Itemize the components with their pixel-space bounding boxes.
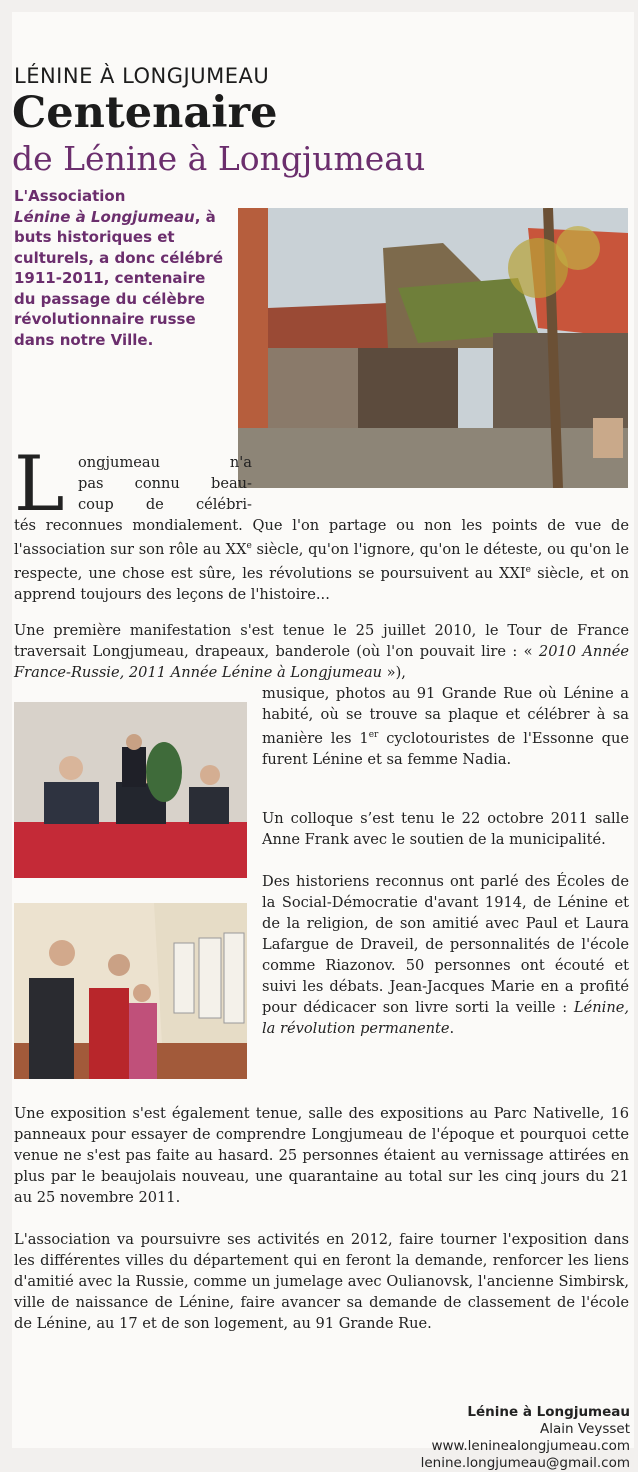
paragraph-6: L'association va poursuivre ses activités en 2012, faire tourner l'exposition dans les différentes villes du département qui en feront la demande, renforcer les liens d'amitié avec la Russie, comme un jumelage avec Oulianovsk, l'ancienne Simbirsk, ville de naissance de Lénine, faire avancer sa demande de classement de l'école de Lénine, au 17 et de son logement, au 91 Grande Rue. [14,1231,629,1332]
sup-e-1: e [246,541,252,551]
para2-col-text-a: musique, photos au 91 Grande Rue où Lénine a habité, où se trouve sa plaque et célébrer à sa manière les 1 [262,685,629,747]
signature-block [421,1404,630,1472]
dropcap-line-3: coup de célébri- [78,496,252,513]
intro-part2: , à buts historiques et culturels, a donc célébré 1911-2011, centenaire du passage du célèbre révolutionnaire russe dans notre Ville. [14,207,223,349]
dropcap-letter: L [14,439,65,528]
para2-text-b: »), [382,664,406,681]
para2-quote: 2010 Année France-Russie, 2011 Année Lénine à Longjumeau [14,643,629,681]
signature-email[interactable]: lenine.longjumeau@gmail.com [420,1455,630,1471]
paragraph-2-column [262,683,629,770]
paragraph-3: Un colloque s’est tenu le 22 octobre 2011 salle Anne Frank avec le soutien de la municipalité. [262,810,629,848]
intro-part1: L'Association [14,187,126,205]
signature-author: Alain Veysset [539,1421,630,1437]
signature-website[interactable]: www.leninealongjumeau.com [431,1438,630,1454]
headline-main: Centenaire [12,88,278,138]
section-kicker: LÉNINE À LONGJUMEAU [14,64,270,88]
para1-text-b: siècle, qu'on l'ignore, qu'on le déteste, ou qu'on le respecte, une chose est sûre, les révolutions se poursuivent au XXI [14,540,629,582]
para1-text-a: tés reconnues mondialement. Que l'on partage ou non les points de vue de l'association sur son rôle au XX [14,517,629,558]
signature-org: Lénine à Longjumeau [467,1404,630,1420]
exhibition-photo [14,903,247,1079]
intro-paragraph [14,186,224,350]
paragraph-4 [262,871,629,1039]
dropcap-line-2: pas connu beau- [78,475,252,492]
intro-association-name: Lénine à Longjumeau [14,207,195,226]
dropcap-line-1: ongjumeau n'a [78,454,252,471]
paragraph-2 [14,620,629,683]
sup-e-2: e [525,564,531,575]
painting-photo [238,208,628,488]
para4-book-title: Lénine, la révolution permanente [262,999,629,1037]
para1-text-c: siècle, et on apprend toujours des leçons de l'histoire... [14,564,629,603]
para2-text-a: Une première manifestation s'est tenue le 25 juillet 2010, le Tour de France traversait Longjumeau, drapeaux, banderole (où l'on pouvait lire : « [14,622,629,660]
headline-sub: de Lénine à Longjumeau [12,139,426,178]
para2-col-text-b: cyclotouristes de l'Essonne que furent Lénine et sa femme Nadia. [262,729,629,768]
para4-text-b: . [449,1020,455,1037]
sup-er: er [368,730,379,740]
para4-text-a: Des historiens reconnus ont parlé des Écoles de la Social-Démocratie d'avant 1914, de Lénine et de la religion, de son amitié avec Paul et Laura Lafargue de Draveil, de personnalités de l'école comme Riazonov. 50 personnes ont écouté et suivi les débats. Jean-Jacques Marie en a profité pour dédicacer son livre sorti la veille : [262,873,629,1016]
paragraph-1-rest [14,515,629,605]
colloquium-photo [14,702,247,878]
paragraph-5: Une exposition s'est également tenue, salle des expositions au Parc Nativelle, 16 panneaux pour essayer de comprendre Longjumeau de l'époque et pourquoi cette venue ne s'est pas faite au hasard. 25 personnes étaient au vernissage attirées en plus par le beaujolais nouveau, une quarantaine au total sur les cinq jours du 21 au 25 novembre 2011. [14,1105,629,1206]
